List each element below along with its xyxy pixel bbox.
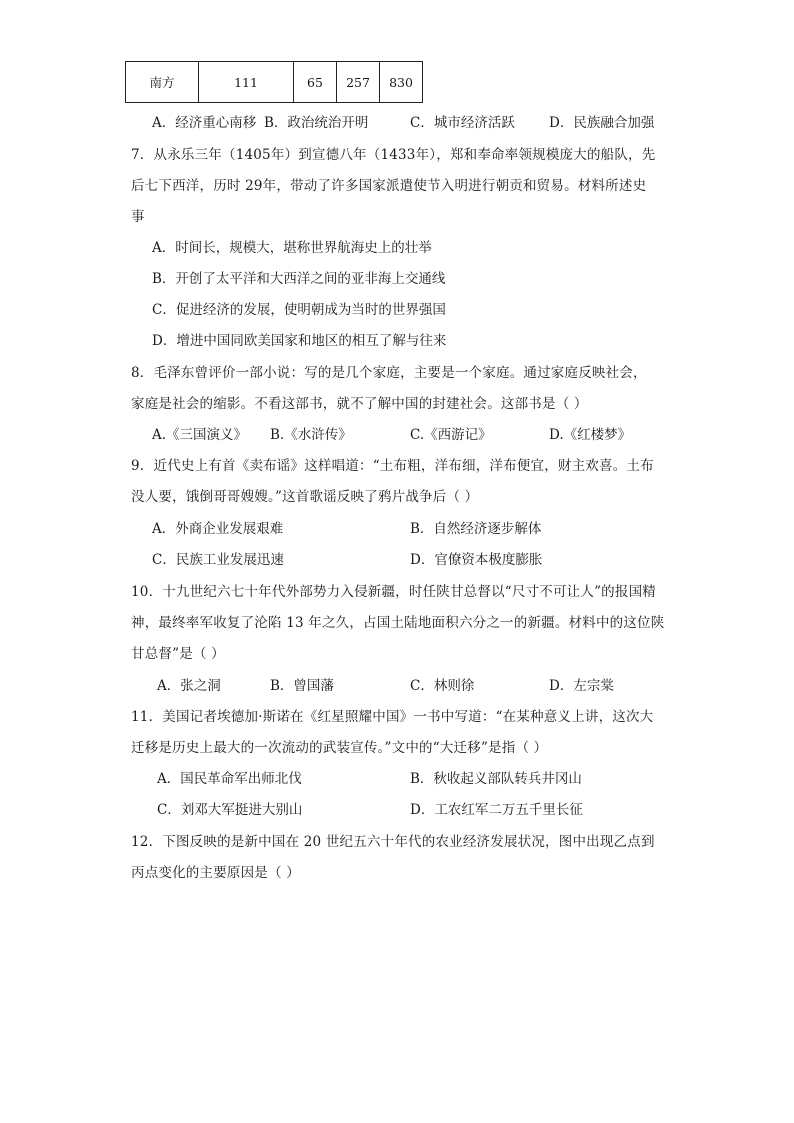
q6-option-c: C．城市经济活跃 [410,115,515,131]
q10-option-c: C．林则徐 [410,678,475,694]
q8-option-b: B.《水浒传》 [270,427,352,443]
q9-option-b: B．自然经济逐步解体 [410,521,542,537]
table-cell: 南方 [126,62,199,103]
q10-stem-line-3: 甘总督”是（ ） [131,646,225,662]
q11-option-a: A．国民革命军出师北伐 [157,771,302,787]
q7-option-b: B．开创了太平洋和大西洋之间的亚非海上交通线 [152,271,446,287]
q8-option-a: A.《三国演义》 [152,427,248,443]
q11-stem-line-1: 11．美国记者埃德加·斯诺在《红星照耀中国》一书中写道：“在某种意义上讲，这次大 [131,709,654,725]
q7-option-d: D．增进中国同欧美国家和地区的相互了解与往来 [152,333,447,349]
q11-option-b: B．秋收起义部队转兵井冈山 [410,771,582,787]
data-table [125,61,423,103]
q10-stem-line-1: 10．十九世纪六七十年代外部势力入侵新疆，时任陕甘总督以“尺寸不可让人”的报国精 [131,584,656,600]
table-cell: 111 [199,62,294,103]
q6-option-b: B．政治统治开明 [264,115,369,131]
table-cell: 257 [337,62,380,103]
q7-stem-line-1: 7．从永乐三年（1405年）到宣德八年（1433年），郑和奉命率领规模庞大的船队，先 [131,147,656,163]
q8-option-c: C.《西游记》 [410,427,492,443]
q9-option-a: A．外商企业发展艰难 [152,521,284,537]
q10-option-d: D．左宗棠 [549,678,614,694]
q10-option-a: A．张之洞 [157,678,221,694]
q7-stem-line-2: 后七下西洋，历时 29年，带动了许多国家派遣使节入明进行朝贡和贸易。材料所述史 [131,178,647,194]
q12-stem-line-1: 12．下图反映的是新中国在 20 世纪五六十年代的农业经济发展状况，图中出现乙点到 [131,834,655,850]
q10-stem-line-2: 神，最终率军收复了沦陷 13 年之久，占国土陆地面积六分之一的新疆。材料中的这位陕 [131,615,665,631]
table-cell: 65 [294,62,337,103]
q6-option-d: D．民族融合加强 [549,115,655,131]
q9-option-c: C．民族工业发展迅速 [152,552,284,568]
q7-option-a: A．时间长，规模大，堪称世界航海史上的壮举 [152,240,432,256]
q7-stem-line-3: 事 [131,209,145,225]
table-row [126,62,423,103]
q9-option-d: D．官僚资本极度膨胀 [410,552,543,568]
q11-option-d: D．工农红军二万五千里长征 [410,802,583,818]
q8-stem-line-1: 8．毛泽东曾评价一部小说：写的是几个家庭，主要是一个家庭。通过家庭反映社会， [131,365,647,381]
q11-option-c: C．刘邓大军挺进大别山 [157,802,303,818]
q10-option-b: B．曾国藩 [270,678,334,694]
q11-stem-line-2: 迁移是历史上最大的一次流动的武装宣传。”文中的“大迁移”是指（ ） [131,740,548,756]
q8-option-d: D.《红楼梦》 [549,427,632,443]
q7-option-c: C．促进经济的发展，使明朝成为当时的世界强国 [152,302,446,318]
q9-stem-line-2: 没人要，饿倒哥哥嫂嫂。”这首歌谣反映了鸦片战争后（ ） [131,489,479,505]
q9-stem-line-1: 9．近代史上有首《卖布谣》这样唱道：“土布粗，洋布细，洋布便宜，财主欢喜。土布 [131,458,654,474]
table-cell: 830 [380,62,423,103]
q8-stem-line-2: 家庭是社会的缩影。不看这部书，就不了解中国的封建社会。这部书是（ ） [131,396,588,412]
q6-option-a: A．经济重心南移 [152,115,257,131]
q12-stem-line-2: 丙点变化的主要原因是（ ） [131,865,300,881]
